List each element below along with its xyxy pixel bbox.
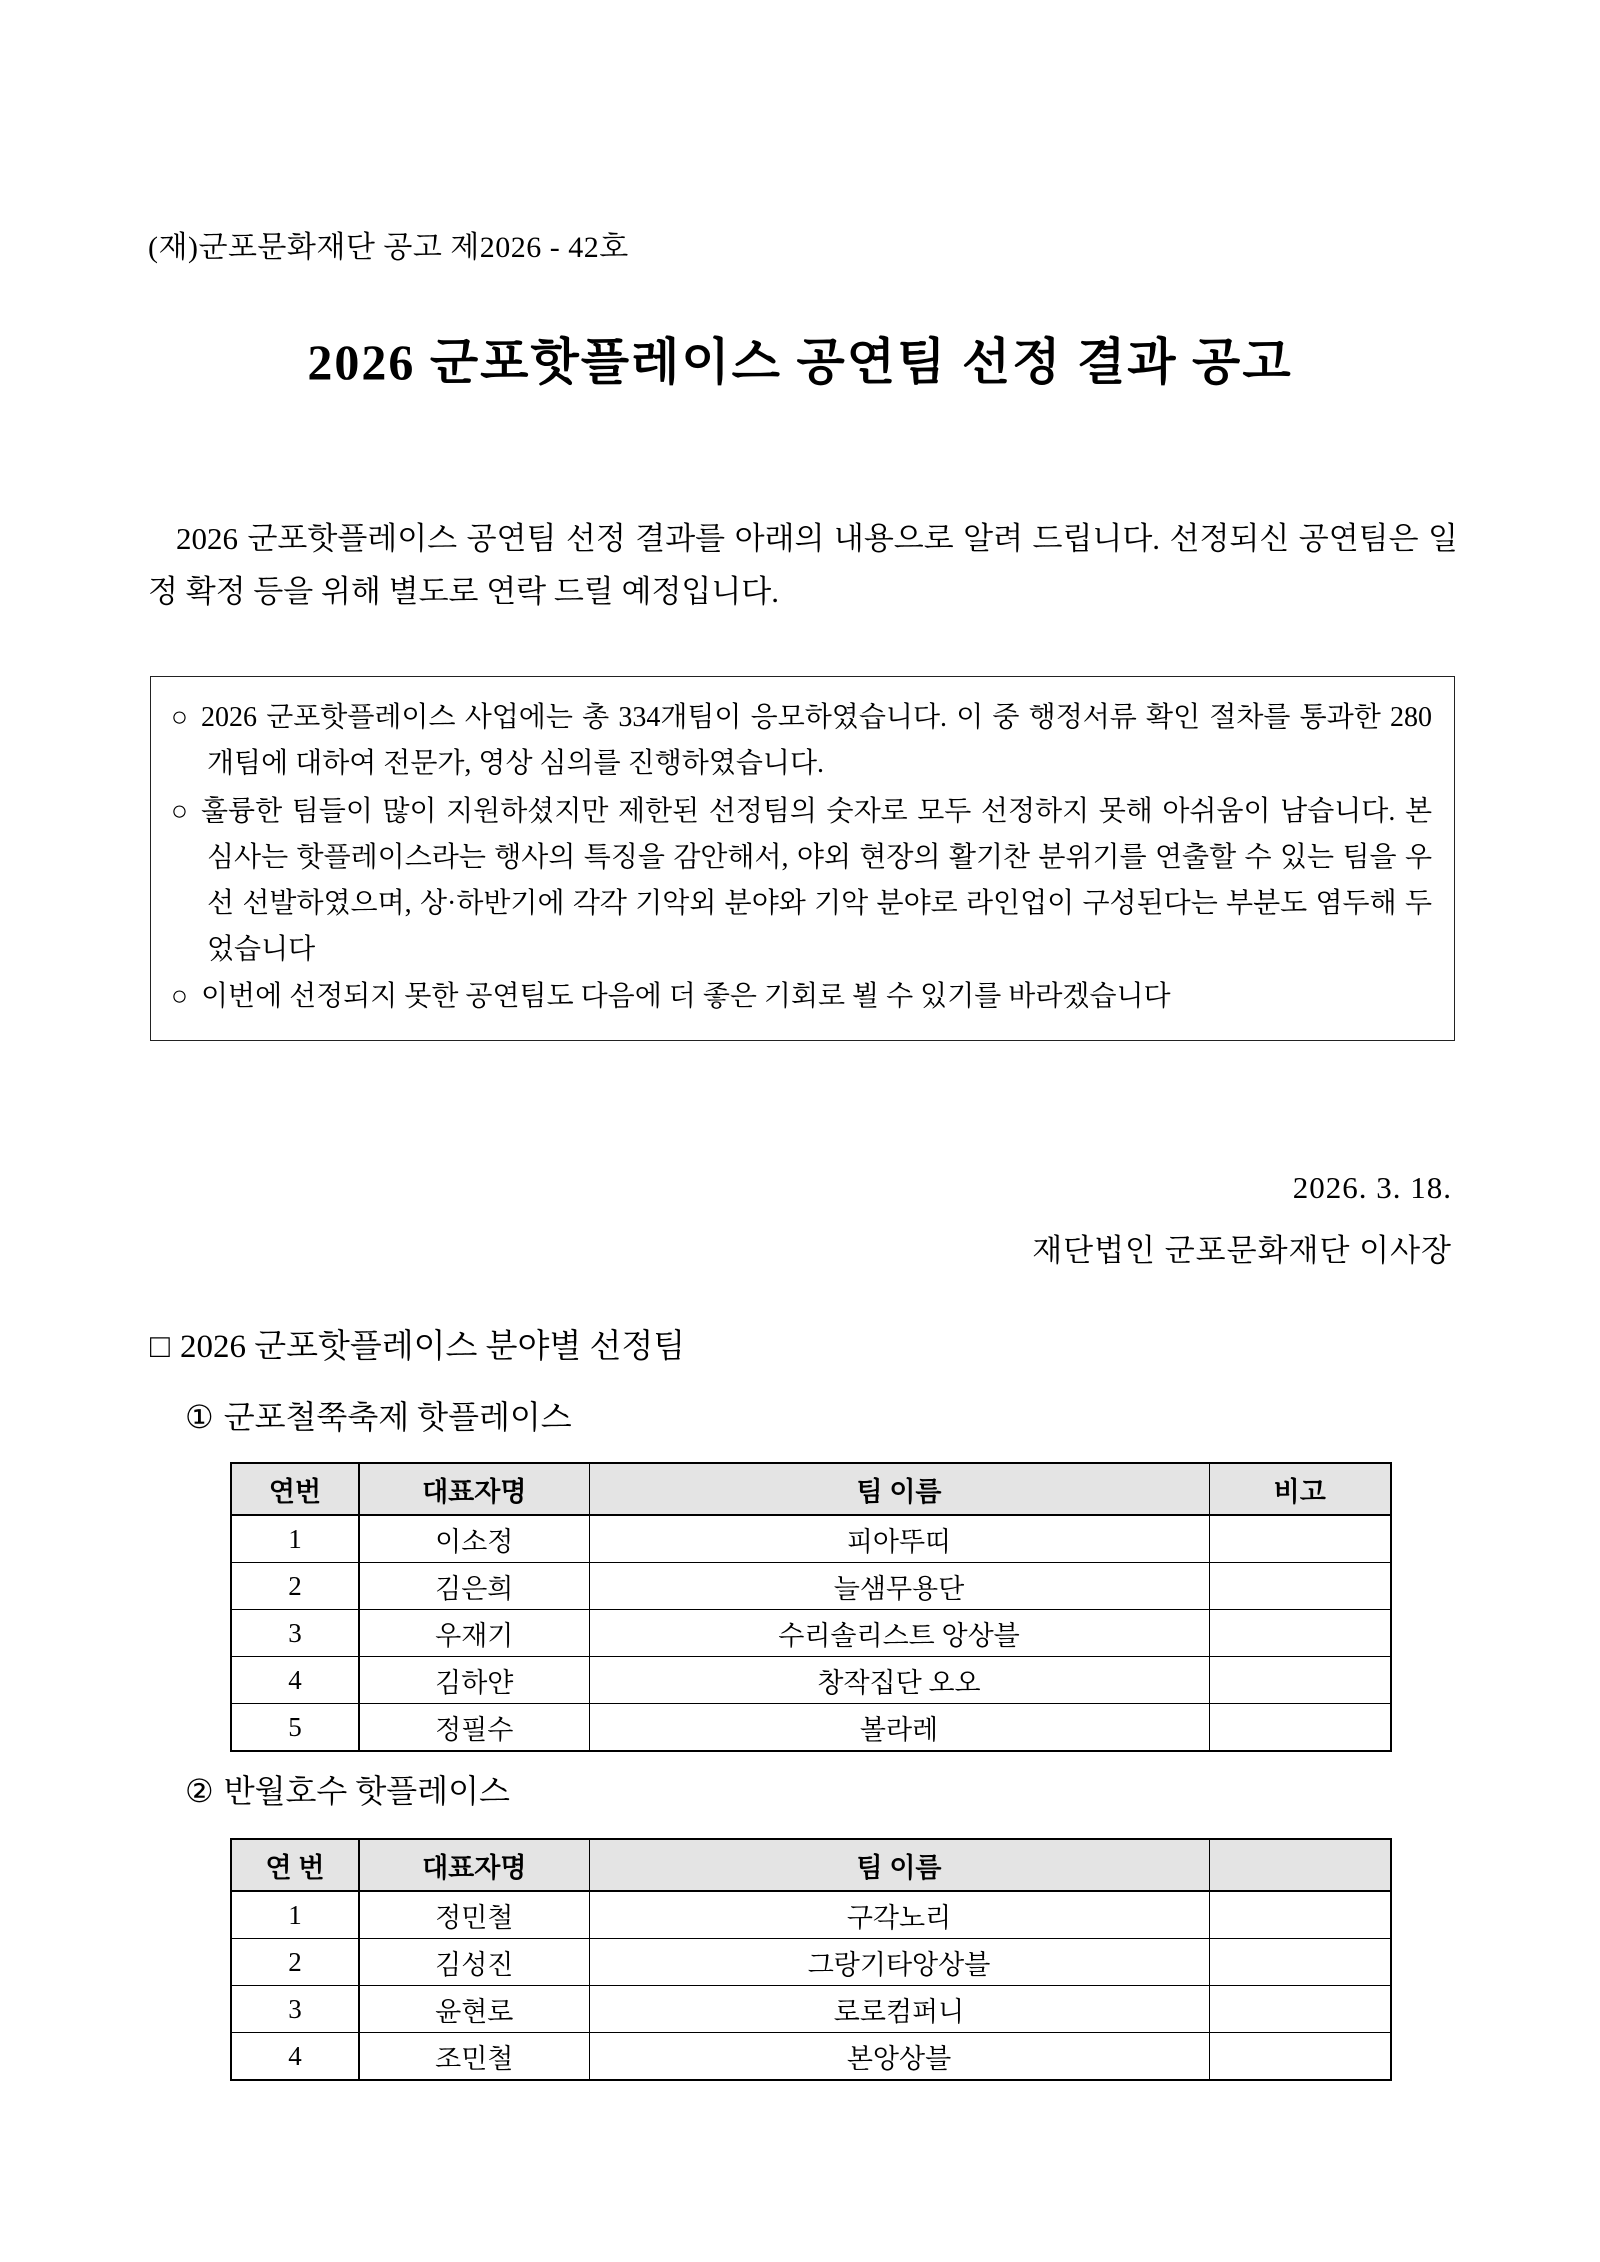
table-row xyxy=(231,1986,1391,2033)
cell-team: 수리솔리스트 앙상블 xyxy=(589,1610,1209,1657)
notice-item xyxy=(171,789,1432,973)
notice-number: (재)군포문화재단 공고 제2026 - 42호 xyxy=(148,231,629,264)
cell-rep: 김은희 xyxy=(359,1563,589,1610)
bullet-symbol: ○ xyxy=(171,795,188,827)
cell-no: 3 xyxy=(231,1986,359,2033)
cell-rep: 김성진 xyxy=(359,1939,589,1986)
cell-team: 늘샘무용단 xyxy=(589,1563,1209,1610)
cell-rep: 정필수 xyxy=(359,1704,589,1752)
table-row xyxy=(231,1515,1391,1563)
table-row xyxy=(231,1939,1391,1986)
table-row xyxy=(231,1657,1391,1704)
table-row xyxy=(231,1563,1391,1610)
cell-note xyxy=(1209,1657,1391,1704)
bullet-symbol: ○ xyxy=(171,981,188,1013)
bullet-symbol: ○ xyxy=(171,702,188,733)
section-heading-banwol xyxy=(185,1766,510,1812)
cell-note xyxy=(1209,1986,1391,2033)
section-heading-banwol-label: 반월호수 핫플레이스 xyxy=(223,1773,510,1809)
cell-team: 본앙상블 xyxy=(589,2033,1209,2081)
table-row xyxy=(231,1704,1391,1752)
table-row xyxy=(231,1891,1391,1939)
notice-box xyxy=(150,676,1455,1041)
section-heading-chulchuk-label: 군포철쭉축제 핫플레이스 xyxy=(223,1399,572,1435)
cell-team: 구각노리 xyxy=(589,1891,1209,1939)
notice-item xyxy=(171,974,1432,1020)
notice-item-text: 훌륭한 팀들이 많이 지원하셨지만 제한된 선정팀의 숫자로 모두 선정하지 못해 아쉬움이 남습니다. 본 심사는 핫플레이스라는 행사의 특징을 감안해서, 야외 현장의 활기찬 분위기를 연출할 수 있는 팀을 우선 선발하였으며, 상·하반기에 각각 기악외 분야와 기악 분야로 라인업이 구성된다는 부분도 염두해 두었습니다 xyxy=(201,795,1432,965)
column-header-rep: 대표자명 xyxy=(359,1839,589,1891)
cell-team: 창작집단 오오 xyxy=(589,1657,1209,1704)
cell-no: 4 xyxy=(231,1657,359,1704)
column-header-rep: 대표자명 xyxy=(359,1463,589,1515)
cell-no: 2 xyxy=(231,1939,359,1986)
cell-note xyxy=(1209,1891,1391,1939)
square-bullet-icon: □ xyxy=(150,1329,170,1365)
selected-teams-table-chulchuk xyxy=(230,1462,1392,1752)
table-row xyxy=(231,2033,1391,2081)
table-header-row xyxy=(231,1463,1391,1515)
page-title: 2026 군포핫플레이스 공연팀 선정 결과 공고 xyxy=(307,334,1293,390)
table-header-row xyxy=(231,1839,1391,1891)
cell-team: 볼라레 xyxy=(589,1704,1209,1752)
cell-rep: 우재기 xyxy=(359,1610,589,1657)
column-header-note: 비고 xyxy=(1209,1463,1391,1515)
cell-note xyxy=(1209,1939,1391,1986)
cell-no: 1 xyxy=(231,1515,359,1563)
column-header-note xyxy=(1209,1839,1391,1891)
signature-organization: 재단법인 군포문화재단 이사장 xyxy=(1032,1233,1452,1268)
selected-teams-table-banwol xyxy=(230,1838,1392,2081)
cell-rep: 정민철 xyxy=(359,1891,589,1939)
notice-item xyxy=(171,695,1432,787)
cell-no: 4 xyxy=(231,2033,359,2081)
cell-note xyxy=(1209,1610,1391,1657)
notice-item-text: 이번에 선정되지 못한 공연팀도 다음에 더 좋은 기회로 뵐 수 있기를 바라겠습니다 xyxy=(201,981,1171,1013)
cell-rep: 이소정 xyxy=(359,1515,589,1563)
main-section-heading-label: 2026 군포핫플레이스 분야별 선정팀 xyxy=(179,1329,686,1365)
column-header-no: 연번 xyxy=(231,1463,359,1515)
table-row xyxy=(231,1610,1391,1657)
cell-rep: 김하얀 xyxy=(359,1657,589,1704)
column-header-team: 팀 이름 xyxy=(589,1463,1209,1515)
cell-team: 로로컴퍼니 xyxy=(589,1986,1209,2033)
intro-paragraph: 2026 군포핫플레이스 공연팀 선정 결과를 아래의 내용으로 알려 드립니다. 선정되신 공연팀은 일정 확정 등을 위해 별도로 연락 드릴 예정입니다. xyxy=(148,521,1458,610)
cell-note xyxy=(1209,1704,1391,1752)
cell-note xyxy=(1209,1563,1391,1610)
circled-one-icon: ① xyxy=(185,1399,214,1435)
cell-team: 그랑기타앙상블 xyxy=(589,1939,1209,1986)
column-header-no: 연 번 xyxy=(231,1839,359,1891)
cell-rep: 조민철 xyxy=(359,2033,589,2081)
cell-team: 피아뚜띠 xyxy=(589,1515,1209,1563)
section-heading-chulchuk xyxy=(185,1392,572,1438)
cell-rep: 윤현로 xyxy=(359,1986,589,2033)
signature-date: 2026. 3. 18. xyxy=(1292,1170,1452,1205)
cell-no: 3 xyxy=(231,1610,359,1657)
column-header-team: 팀 이름 xyxy=(589,1839,1209,1891)
cell-no: 2 xyxy=(231,1563,359,1610)
cell-note xyxy=(1209,1515,1391,1563)
cell-no: 5 xyxy=(231,1704,359,1752)
main-section-heading xyxy=(150,1320,685,1367)
cell-note xyxy=(1209,2033,1391,2081)
cell-no: 1 xyxy=(231,1891,359,1939)
notice-item-text: 2026 군포핫플레이스 사업에는 총 334개팀이 응모하였습니다. 이 중 행정서류 확인 절차를 통과한 280개팀에 대하여 전문가, 영상 심의를 진행하였습니다. xyxy=(201,702,1432,779)
circled-two-icon: ② xyxy=(185,1773,214,1809)
